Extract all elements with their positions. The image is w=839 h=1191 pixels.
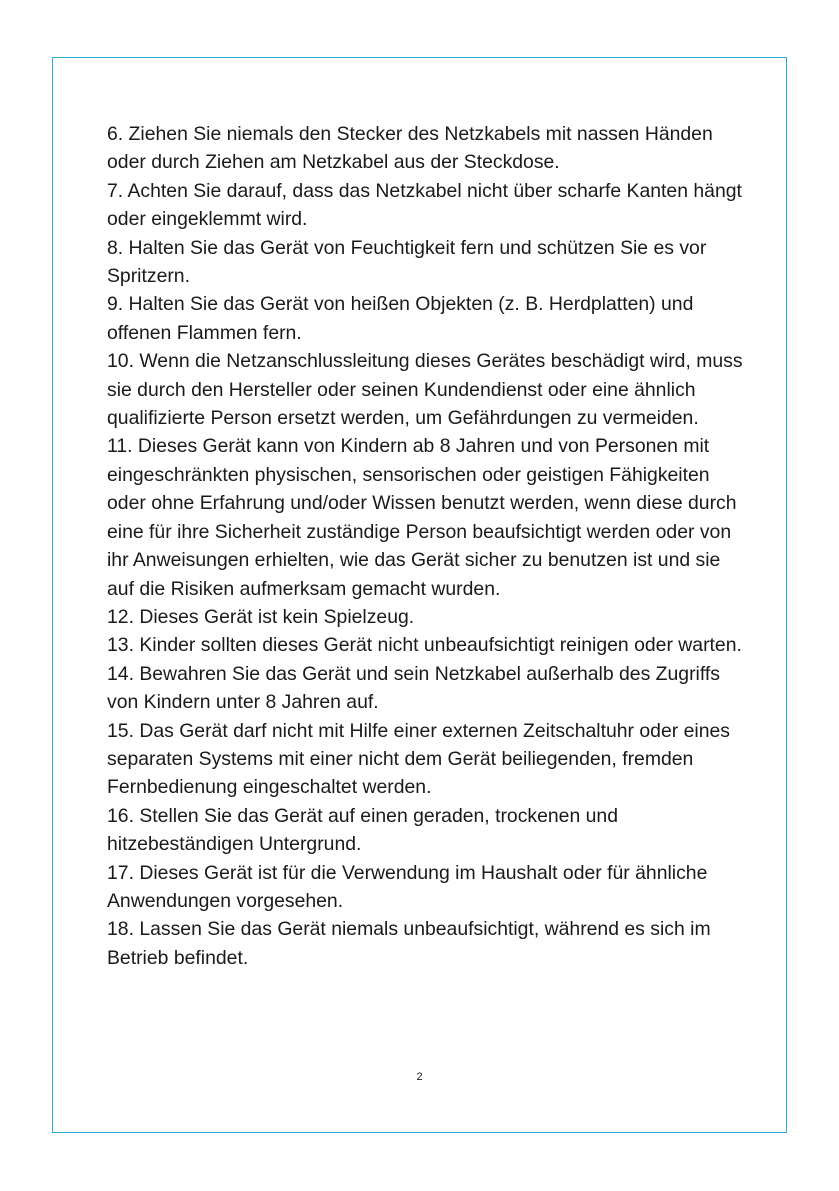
instruction-item-18: 18. Lassen Sie das Gerät niemals unbeaufsichtigt, während es sich im Betrieb befindet. [107, 918, 711, 969]
instruction-item-6: 6. Ziehen Sie niemals den Stecker des Netzkabels mit nassen Händen oder durch Ziehen am Netzkabel aus der Steckdose. [107, 123, 713, 174]
safety-instructions-list [107, 120, 747, 972]
instruction-item-11: 11. Dieses Gerät kann von Kindern ab 8 Jahren und von Personen mit eingeschränkten physischen, sensorischen oder geistigen Fähigkeiten oder ohne Erfahrung und/oder Wissen benutzt werden, wenn diese durch eine für ihre Sicherheit zuständige Person beaufsichtigt werden oder von ihr Anweisungen erhielten, wie das Gerät sicher zu benutzen ist und sie auf die Risiken aufmerksam gemacht wurden. [107, 435, 737, 600]
instruction-item-7: 7. Achten Sie darauf, dass das Netzkabel nicht über scharfe Kanten hängt oder eingeklemmt wird. [107, 179, 742, 231]
page-number: 2 [416, 1071, 423, 1083]
instruction-item-8: 8. Halten Sie das Gerät von Feuchtigkeit fern und schützen Sie es vor Spritzern. [107, 236, 707, 288]
instruction-item-13: 13. Kinder sollten dieses Gerät nicht unbeaufsichtigt reinigen oder warten. [107, 634, 742, 657]
instruction-item-10: 10. Wenn die Netzanschlussleitung dieses Gerätes beschädigt wird, muss sie durch den Hersteller oder seinen Kundendienst oder eine ähnlich qualifizierte Person ersetzt werden, um Gefährdungen zu vermeiden. [107, 350, 743, 430]
instruction-item-16: 16. Stellen Sie das Gerät auf einen geraden, trockenen und hitzebeständigen Untergrund. [107, 804, 618, 856]
instruction-item-12: 12. Dieses Gerät ist kein Spielzeug. [107, 605, 415, 628]
instruction-item-14: 14. Bewahren Sie das Gerät und sein Netzkabel außerhalb des Zugriffs von Kindern unter 8 Jahren auf. [107, 662, 720, 714]
instruction-item-9: 9. Halten Sie das Gerät von heißen Objekten (z. B. Herdplatten) und offenen Flammen fern. [107, 293, 694, 344]
instruction-item-17: 17. Dieses Gerät ist für die Verwendung im Haushalt oder für ähnliche Anwendungen vorgesehen. [107, 861, 708, 912]
instruction-item-15: 15. Das Gerät darf nicht mit Hilfe einer externen Zeitschaltuhr oder eines separaten Systems mit einer nicht dem Gerät beiliegenden, fremden Fernbedienung eingeschaltet werden. [107, 719, 730, 799]
